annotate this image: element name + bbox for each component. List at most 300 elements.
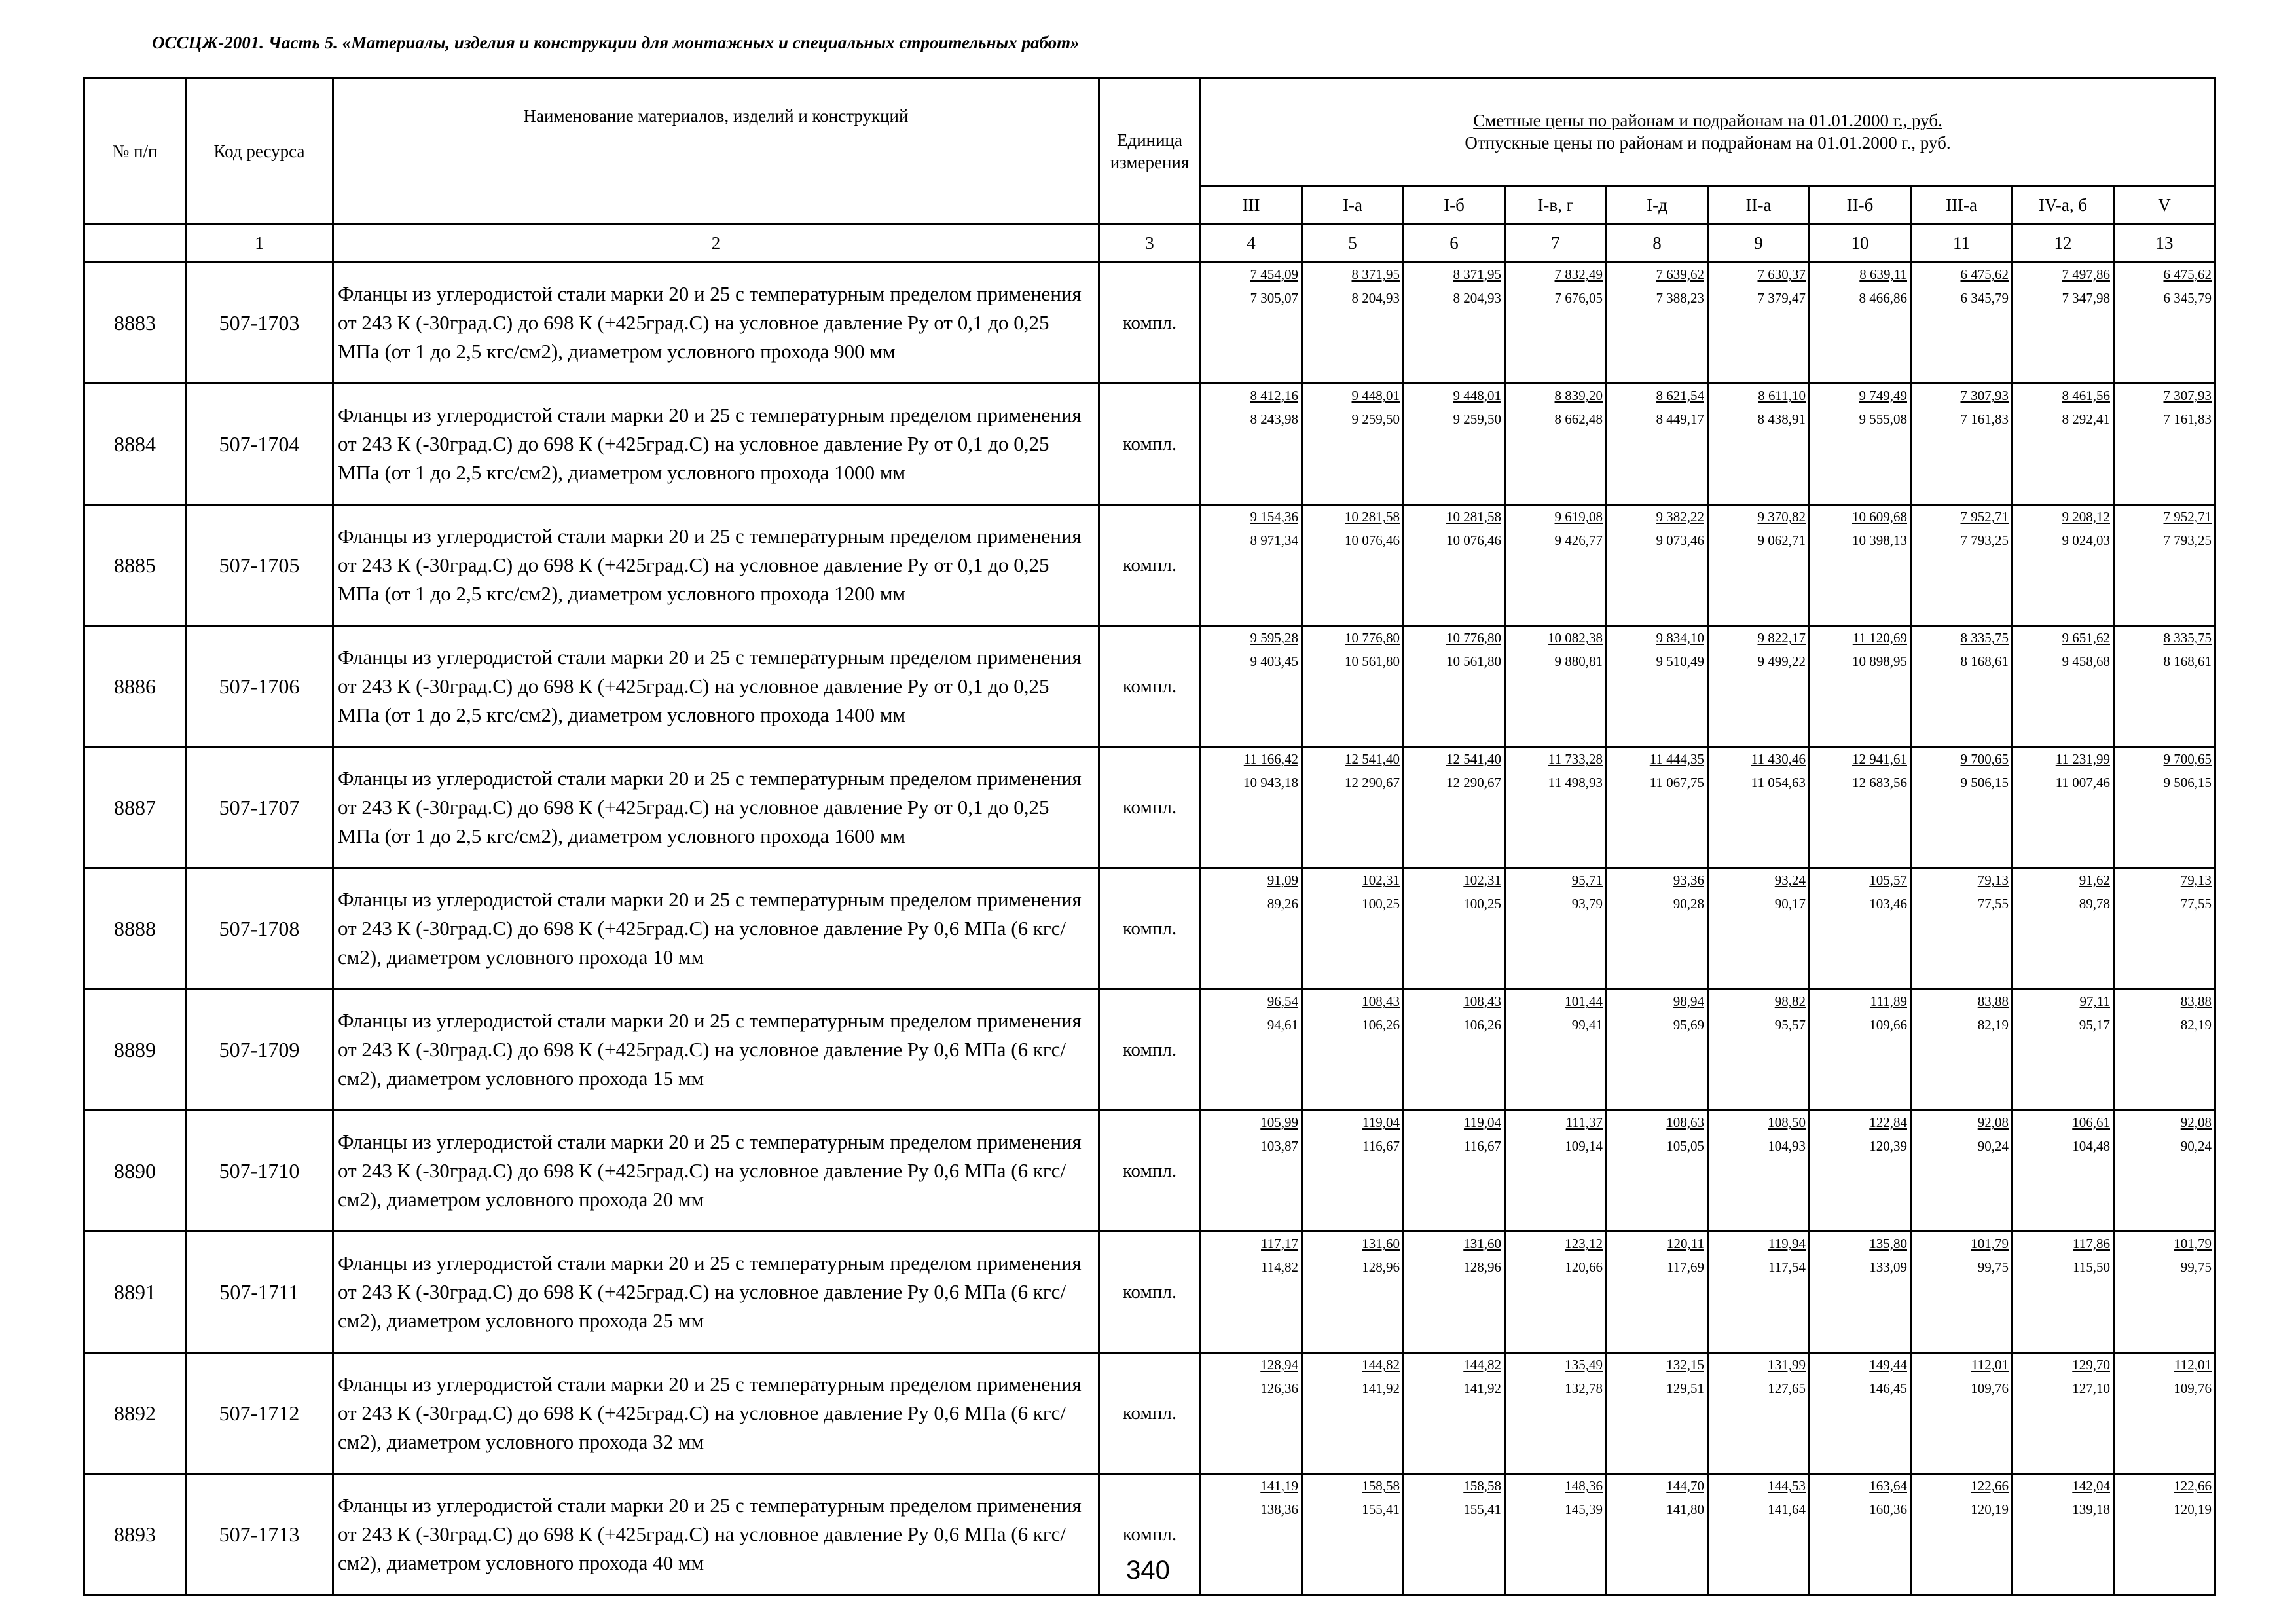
- resource-code: 507-1704: [186, 384, 333, 505]
- column-number-10: 10: [1810, 225, 1911, 263]
- price-cell: [1302, 384, 1404, 505]
- release-price: 9 510,49: [1656, 654, 1704, 669]
- release-price: 9 880,81: [1554, 654, 1603, 669]
- release-price: 10 561,80: [1446, 654, 1501, 669]
- release-price: 9 555,08: [1859, 411, 1907, 427]
- estimate-price: 148,36: [1565, 1478, 1603, 1494]
- price-cell: [2114, 505, 2215, 626]
- release-price: 109,76: [2174, 1380, 2212, 1396]
- price-cell: [2114, 868, 2215, 989]
- price-cell: [1404, 384, 1505, 505]
- release-price: 89,78: [2079, 896, 2110, 912]
- estimate-price: 108,43: [1463, 993, 1501, 1009]
- release-price: 95,17: [2079, 1017, 2110, 1033]
- price-cell: [1607, 263, 1708, 384]
- estimate-price: 123,12: [1565, 1236, 1603, 1251]
- release-price: 103,46: [1869, 896, 1907, 912]
- release-price: 90,24: [2180, 1138, 2212, 1154]
- release-price: 7 793,25: [1960, 532, 2009, 548]
- column-number-8: 8: [1607, 225, 1708, 263]
- estimate-price: 132,15: [1666, 1357, 1704, 1373]
- region-header-2: I-б: [1404, 186, 1505, 225]
- column-number-11: 11: [1911, 225, 2013, 263]
- column-number-row: [84, 225, 2215, 263]
- estimate-price: 9 834,10: [1656, 630, 1704, 646]
- release-price: 7 305,07: [1250, 290, 1298, 306]
- document-header: ОССЦЖ-2001. Часть 5. «Материалы, изделия и конструкции для монтажных и специальных строительных работ»: [152, 33, 1080, 52]
- release-price: 10 076,46: [1345, 532, 1400, 548]
- region-header-4: I-д: [1607, 186, 1708, 225]
- estimate-price: 111,37: [1565, 1115, 1603, 1130]
- column-number-12: 12: [2013, 225, 2114, 263]
- estimate-price: 119,04: [1464, 1115, 1501, 1130]
- price-cell: [1708, 626, 1810, 747]
- row-number: 8888: [84, 868, 186, 989]
- release-price: 141,80: [1666, 1502, 1704, 1517]
- release-price: 100,25: [1463, 896, 1501, 912]
- material-name: Фланцы из углеродистой стали марки 20 и 25 с температурным пределом применения от 243 К (-30град.С) до 698 К (+425град.С) на условное давление Ру от 0,1 до 0,25 МПа (от 1 до 2,5 кгс/см2), диаметром условного прохода 900 мм: [333, 263, 1099, 384]
- release-price: 103,87: [1260, 1138, 1298, 1154]
- release-price: 12 683,56: [1852, 775, 1907, 790]
- price-cell: [1810, 505, 1911, 626]
- region-header-3: I-в, г: [1505, 186, 1607, 225]
- estimate-price: 9 448,01: [1351, 388, 1400, 403]
- estimate-price: 112,01: [2174, 1357, 2212, 1373]
- table-row: [84, 505, 2215, 626]
- row-number: 8883: [84, 263, 186, 384]
- price-cell: [1911, 868, 2013, 989]
- price-cell: [2114, 384, 2215, 505]
- release-price: 9 062,71: [1757, 532, 1806, 548]
- price-cell: [1607, 384, 1708, 505]
- column-number-2: 2: [333, 225, 1099, 263]
- price-cell: [2114, 747, 2215, 868]
- price-cell: [1505, 1111, 1607, 1232]
- release-price: 117,69: [1667, 1259, 1704, 1275]
- price-cell: [1201, 505, 1302, 626]
- estimate-price: 7 639,62: [1656, 267, 1704, 282]
- estimate-price: 12 541,40: [1446, 751, 1501, 767]
- release-price: 114,82: [1261, 1259, 1298, 1275]
- column-number-4: 4: [1201, 225, 1302, 263]
- price-cell: [1404, 868, 1505, 989]
- price-cell: [1404, 263, 1505, 384]
- material-name: Фланцы из углеродистой стали марки 20 и 25 с температурным пределом применения от 243 К (-30град.С) до 698 К (+425град.С) на условное давление Ру от 0,1 до 0,25 МПа (от 1 до 2,5 кгс/см2), диаметром условного прохода 1200 мм: [333, 505, 1099, 626]
- estimate-price: 128,94: [1260, 1357, 1298, 1373]
- release-price: 7 388,23: [1656, 290, 1704, 306]
- price-cell: [1404, 1353, 1505, 1474]
- estimate-price: 9 651,62: [2062, 630, 2110, 646]
- price-cell: [1505, 505, 1607, 626]
- estimate-price: 9 700,65: [1960, 751, 2009, 767]
- release-price: 139,18: [2072, 1502, 2110, 1517]
- row-number: 8889: [84, 989, 186, 1111]
- estimate-price: 8 335,75: [2163, 630, 2212, 646]
- release-price: 120,39: [1869, 1138, 1907, 1154]
- estimate-price: 8 639,11: [1859, 267, 1907, 282]
- release-price: 6 345,79: [2163, 290, 2212, 306]
- region-header-1: I-а: [1302, 186, 1404, 225]
- resource-code: 507-1707: [186, 747, 333, 868]
- release-price: 82,19: [2180, 1017, 2212, 1033]
- release-price: 10 076,46: [1446, 532, 1501, 548]
- row-number: 8886: [84, 626, 186, 747]
- estimate-price: 111,89: [1870, 993, 1907, 1009]
- price-cell: [1708, 505, 1810, 626]
- price-cell: [1810, 626, 1911, 747]
- price-cell: [1911, 1353, 2013, 1474]
- release-price: 10 898,95: [1852, 654, 1907, 669]
- price-cell: [1201, 1232, 1302, 1353]
- release-price: 8 662,48: [1554, 411, 1603, 427]
- estimate-price: 9 382,22: [1656, 509, 1704, 525]
- table-row: [84, 1111, 2215, 1232]
- price-cell: [1505, 1353, 1607, 1474]
- release-price: 93,79: [1571, 896, 1603, 912]
- estimate-price: 117,17: [1261, 1236, 1298, 1251]
- resource-code: 507-1706: [186, 626, 333, 747]
- region-header-9: V: [2114, 186, 2215, 225]
- price-cell: [1505, 747, 1607, 868]
- estimate-price: 102,31: [1362, 872, 1400, 888]
- region-header-0: III: [1201, 186, 1302, 225]
- price-cell: [2013, 626, 2114, 747]
- unit-of-measure: компл.: [1099, 263, 1201, 384]
- release-price: 89,26: [1267, 896, 1298, 912]
- estimate-price: 120,11: [1667, 1236, 1704, 1251]
- release-price: 8 971,34: [1250, 532, 1298, 548]
- estimate-price: 158,58: [1463, 1478, 1501, 1494]
- table-row: [84, 1232, 2215, 1353]
- page-number: 340: [1126, 1556, 1170, 1585]
- unit-of-measure: компл.: [1099, 626, 1201, 747]
- price-cell: [1810, 384, 1911, 505]
- price-cell: [1201, 263, 1302, 384]
- price-cell: [1607, 989, 1708, 1111]
- price-cell: [1404, 626, 1505, 747]
- release-price: 95,69: [1673, 1017, 1704, 1033]
- price-cell: [2013, 384, 2114, 505]
- release-price: 138,36: [1260, 1502, 1298, 1517]
- material-name: Фланцы из углеродистой стали марки 20 и 25 с температурным пределом применения от 243 К (-30град.С) до 698 К (+425град.С) на условное давление Ру 0,6 МПа (6 кгс/см2), диаметром условного прохода 10 мм: [333, 868, 1099, 989]
- estimate-price: 92,08: [1977, 1115, 2009, 1130]
- row-number: 8887: [84, 747, 186, 868]
- release-price: 9 024,03: [2062, 532, 2110, 548]
- release-price: 77,55: [2180, 896, 2212, 912]
- price-cell: [2013, 868, 2114, 989]
- release-price: 90,28: [1673, 896, 1704, 912]
- price-cell: [1505, 384, 1607, 505]
- table-row: [84, 626, 2215, 747]
- release-price: 7 161,83: [1960, 411, 2009, 427]
- release-price: 141,92: [1463, 1380, 1501, 1396]
- price-table: [83, 77, 2216, 1596]
- release-price: 120,19: [2174, 1502, 2212, 1517]
- release-price: 7 379,47: [1757, 290, 1806, 306]
- estimate-price: 93,24: [1774, 872, 1806, 888]
- release-price: 6 345,79: [1960, 290, 2009, 306]
- release-price: 126,36: [1260, 1380, 1298, 1396]
- release-price: 99,41: [1571, 1017, 1603, 1033]
- estimate-price: 12 941,61: [1852, 751, 1907, 767]
- column-number-6: 6: [1404, 225, 1505, 263]
- estimate-price: 12 541,40: [1345, 751, 1400, 767]
- release-price: 99,75: [2180, 1259, 2212, 1275]
- release-price: 77,55: [1977, 896, 2009, 912]
- estimate-price: 144,70: [1666, 1478, 1704, 1494]
- release-price: 104,93: [1768, 1138, 1806, 1154]
- col-header-name: Наименование материалов, изделий и конструкций: [333, 78, 1099, 225]
- material-name: Фланцы из углеродистой стали марки 20 и 25 с температурным пределом применения от 243 К (-30град.С) до 698 К (+425град.С) на условное давление Ру 0,6 МПа (6 кгс/см2), диаметром условного прохода 20 мм: [333, 1111, 1099, 1232]
- table-row: [84, 263, 2215, 384]
- table-row: [84, 1353, 2215, 1474]
- release-price: 106,26: [1463, 1017, 1501, 1033]
- release-price: 12 290,67: [1446, 775, 1501, 790]
- release-price: 8 204,93: [1453, 290, 1501, 306]
- price-cell: [1201, 1111, 1302, 1232]
- estimate-price: 9 822,17: [1757, 630, 1806, 646]
- estimate-price: 7 307,93: [1960, 388, 2009, 403]
- price-cell: [2114, 263, 2215, 384]
- release-price: 127,10: [2072, 1380, 2110, 1396]
- price-cell: [2114, 989, 2215, 1111]
- estimate-price: 7 832,49: [1554, 267, 1603, 282]
- estimate-price: 6 475,62: [1960, 267, 2009, 282]
- release-price: 9 259,50: [1351, 411, 1400, 427]
- estimate-price: 112,01: [1971, 1357, 2009, 1373]
- col-header-no: № п/п: [84, 78, 186, 225]
- price-cell: [2013, 505, 2114, 626]
- price-cell: [1505, 626, 1607, 747]
- column-number-9: 9: [1708, 225, 1810, 263]
- price-cell: [2013, 1232, 2114, 1353]
- estimate-price: 10 281,58: [1446, 509, 1501, 525]
- price-cell: [1404, 1232, 1505, 1353]
- release-price: 155,41: [1362, 1502, 1400, 1517]
- price-cell: [1302, 1232, 1404, 1353]
- price-cell: [1201, 868, 1302, 989]
- estimate-price: 8 611,10: [1758, 388, 1806, 403]
- release-price: 9 499,22: [1757, 654, 1806, 669]
- price-cell: [1404, 989, 1505, 1111]
- release-price: 109,14: [1565, 1138, 1603, 1154]
- estimate-price: 8 621,54: [1656, 388, 1704, 403]
- release-price: 8 449,17: [1656, 411, 1704, 427]
- price-cell: [1810, 1353, 1911, 1474]
- release-price: 141,64: [1768, 1502, 1806, 1517]
- estimate-price: 108,43: [1362, 993, 1400, 1009]
- estimate-price: 122,84: [1869, 1115, 1907, 1130]
- estimate-price: 105,57: [1869, 872, 1907, 888]
- price-cell: [1810, 263, 1911, 384]
- release-price: 12 290,67: [1345, 775, 1400, 790]
- release-price: 160,36: [1869, 1502, 1907, 1517]
- release-price: 116,67: [1362, 1138, 1400, 1154]
- estimate-price: 106,61: [2072, 1115, 2110, 1130]
- estimate-price: 149,44: [1869, 1357, 1907, 1373]
- release-price: 8 243,98: [1250, 411, 1298, 427]
- estimate-price: 9 448,01: [1453, 388, 1501, 403]
- estimate-price: 6 475,62: [2163, 267, 2212, 282]
- release-price: 9 073,46: [1656, 532, 1704, 548]
- price-cell: [1404, 505, 1505, 626]
- region-header-5: II-а: [1708, 186, 1810, 225]
- estimate-price: 101,79: [2174, 1236, 2212, 1251]
- release-price: 117,54: [1768, 1259, 1806, 1275]
- table-row: [84, 989, 2215, 1111]
- price-cell: [2114, 1353, 2215, 1474]
- estimate-price: 108,63: [1666, 1115, 1704, 1130]
- price-cell: [2114, 1232, 2215, 1353]
- price-cell: [1302, 263, 1404, 384]
- price-cell: [2013, 989, 2114, 1111]
- resource-code: 507-1711: [186, 1232, 333, 1353]
- release-price: 9 426,77: [1554, 532, 1603, 548]
- price-cell: [1911, 505, 2013, 626]
- release-price: 10 943,18: [1243, 775, 1298, 790]
- unit-of-measure: компл.: [1099, 747, 1201, 868]
- estimate-price: 117,86: [2073, 1236, 2110, 1251]
- group-title-estimate: Сметные цены по районам и подрайонам на 01.01.2000 г., руб.: [1473, 111, 1942, 130]
- release-price: 90,17: [1774, 896, 1806, 912]
- row-number: 8892: [84, 1353, 186, 1474]
- unit-of-measure: компл.: [1099, 1232, 1201, 1353]
- release-price: 9 259,50: [1453, 411, 1501, 427]
- estimate-price: 91,09: [1267, 872, 1298, 888]
- price-cell: [1505, 989, 1607, 1111]
- estimate-price: 141,19: [1260, 1478, 1298, 1494]
- estimate-price: 8 335,75: [1960, 630, 2009, 646]
- resource-code: 507-1710: [186, 1111, 333, 1232]
- release-price: 145,39: [1565, 1502, 1603, 1517]
- estimate-price: 135,49: [1565, 1357, 1603, 1373]
- estimate-price: 131,60: [1463, 1236, 1501, 1251]
- estimate-price: 97,11: [2079, 993, 2110, 1009]
- price-cell: [1810, 1111, 1911, 1232]
- estimate-price: 9 208,12: [2062, 509, 2110, 525]
- column-number-5: 5: [1302, 225, 1404, 263]
- price-cell: [1810, 747, 1911, 868]
- estimate-price: 119,04: [1362, 1115, 1400, 1130]
- estimate-price: 11 231,99: [2055, 751, 2110, 767]
- release-price: 141,92: [1362, 1380, 1400, 1396]
- price-cell: [1607, 1232, 1708, 1353]
- col-header-code: Код ресурса: [186, 78, 333, 225]
- price-cell: [1302, 1111, 1404, 1232]
- price-cell: [1810, 989, 1911, 1111]
- material-name: Фланцы из углеродистой стали марки 20 и 25 с температурным пределом применения от 243 К (-30град.С) до 698 К (+425град.С) на условное давление Ру 0,6 МПа (6 кгс/см2), диаметром условного прохода 32 мм: [333, 1353, 1099, 1474]
- price-cell: [1708, 384, 1810, 505]
- estimate-price: 7 497,86: [2062, 267, 2110, 282]
- resource-code: 507-1705: [186, 505, 333, 626]
- price-cell: [1302, 989, 1404, 1111]
- estimate-price: 7 952,71: [1960, 509, 2009, 525]
- estimate-price: 9 154,36: [1250, 509, 1298, 525]
- price-cell: [1708, 1232, 1810, 1353]
- price-cell: [1505, 868, 1607, 989]
- estimate-price: 11 166,42: [1243, 751, 1298, 767]
- price-cell: [1607, 1111, 1708, 1232]
- release-price: 11 498,93: [1548, 775, 1603, 790]
- estimate-price: 131,99: [1768, 1357, 1806, 1373]
- price-cell: [1607, 1353, 1708, 1474]
- release-price: 11 007,46: [2055, 775, 2110, 790]
- release-price: 146,45: [1869, 1380, 1907, 1396]
- price-cell: [2013, 747, 2114, 868]
- estimate-price: 9 370,82: [1757, 509, 1806, 525]
- estimate-price: 10 281,58: [1345, 509, 1400, 525]
- estimate-price: 101,44: [1565, 993, 1603, 1009]
- estimate-price: 7 630,37: [1757, 267, 1806, 282]
- resource-code: 507-1708: [186, 868, 333, 989]
- price-cell: [1708, 868, 1810, 989]
- price-cell: [1302, 747, 1404, 868]
- release-price: 133,09: [1869, 1259, 1907, 1275]
- material-name: Фланцы из углеродистой стали марки 20 и 25 с температурным пределом применения от 243 К (-30град.С) до 698 К (+425град.С) на условное давление Ру от 0,1 до 0,25 МПа (от 1 до 2,5 кгс/см2), диаметром условного прохода 1000 мм: [333, 384, 1099, 505]
- price-cell: [1607, 505, 1708, 626]
- release-price: 116,67: [1464, 1138, 1501, 1154]
- release-price: 8 292,41: [2062, 411, 2110, 427]
- release-price: 7 161,83: [2163, 411, 2212, 427]
- estimate-price: 95,71: [1571, 872, 1603, 888]
- price-cell: [1201, 1353, 1302, 1474]
- estimate-price: 79,13: [1977, 872, 2009, 888]
- region-header-8: IV-а, б: [2013, 186, 2114, 225]
- col-header-unit: Единица измерения: [1099, 78, 1201, 225]
- release-price: 115,50: [2073, 1259, 2110, 1275]
- release-price: 7 676,05: [1554, 290, 1603, 306]
- unit-of-measure: компл.: [1099, 1353, 1201, 1474]
- estimate-price: 7 952,71: [2163, 509, 2212, 525]
- price-cell: [1708, 263, 1810, 384]
- resource-code: 507-1712: [186, 1353, 333, 1474]
- release-price: 11 067,75: [1649, 775, 1704, 790]
- estimate-price: 129,70: [2072, 1357, 2110, 1373]
- estimate-price: 122,66: [1971, 1478, 2009, 1494]
- price-cell: [1911, 1232, 2013, 1353]
- price-cell: [1708, 1353, 1810, 1474]
- release-price: 10 398,13: [1852, 532, 1907, 548]
- estimate-price: 101,79: [1971, 1236, 2009, 1251]
- release-price: 8 168,61: [2163, 654, 2212, 669]
- release-price: 99,75: [1977, 1259, 2009, 1275]
- release-price: 128,96: [1362, 1259, 1400, 1275]
- release-price: 9 506,15: [1960, 775, 2009, 790]
- estimate-price: 8 371,95: [1351, 267, 1400, 282]
- release-price: 105,05: [1666, 1138, 1704, 1154]
- estimate-price: 102,31: [1463, 872, 1501, 888]
- release-price: 129,51: [1666, 1380, 1704, 1396]
- price-cell: [1302, 868, 1404, 989]
- material-name: Фланцы из углеродистой стали марки 20 и 25 с температурным пределом применения от 243 К (-30град.С) до 698 К (+425град.С) на условное давление Ру от 0,1 до 0,25 МПа (от 1 до 2,5 кгс/см2), диаметром условного прохода 1600 мм: [333, 747, 1099, 868]
- price-cell: [1708, 989, 1810, 1111]
- estimate-price: 11 430,46: [1751, 751, 1806, 767]
- release-price: 9 458,68: [2062, 654, 2110, 669]
- column-number-0: [84, 225, 186, 263]
- row-number: 8885: [84, 505, 186, 626]
- resource-code: 507-1709: [186, 989, 333, 1111]
- column-number-3: 3: [1099, 225, 1201, 263]
- unit-of-measure: компл.: [1099, 505, 1201, 626]
- unit-of-measure: компл.: [1099, 989, 1201, 1111]
- estimate-price: 98,82: [1774, 993, 1806, 1009]
- estimate-price: 144,82: [1463, 1357, 1501, 1373]
- column-number-1: 1: [186, 225, 333, 263]
- price-cell: [1302, 626, 1404, 747]
- estimate-price: 8 371,95: [1453, 267, 1501, 282]
- price-cell: [2114, 1111, 2215, 1232]
- price-cell: [1708, 1111, 1810, 1232]
